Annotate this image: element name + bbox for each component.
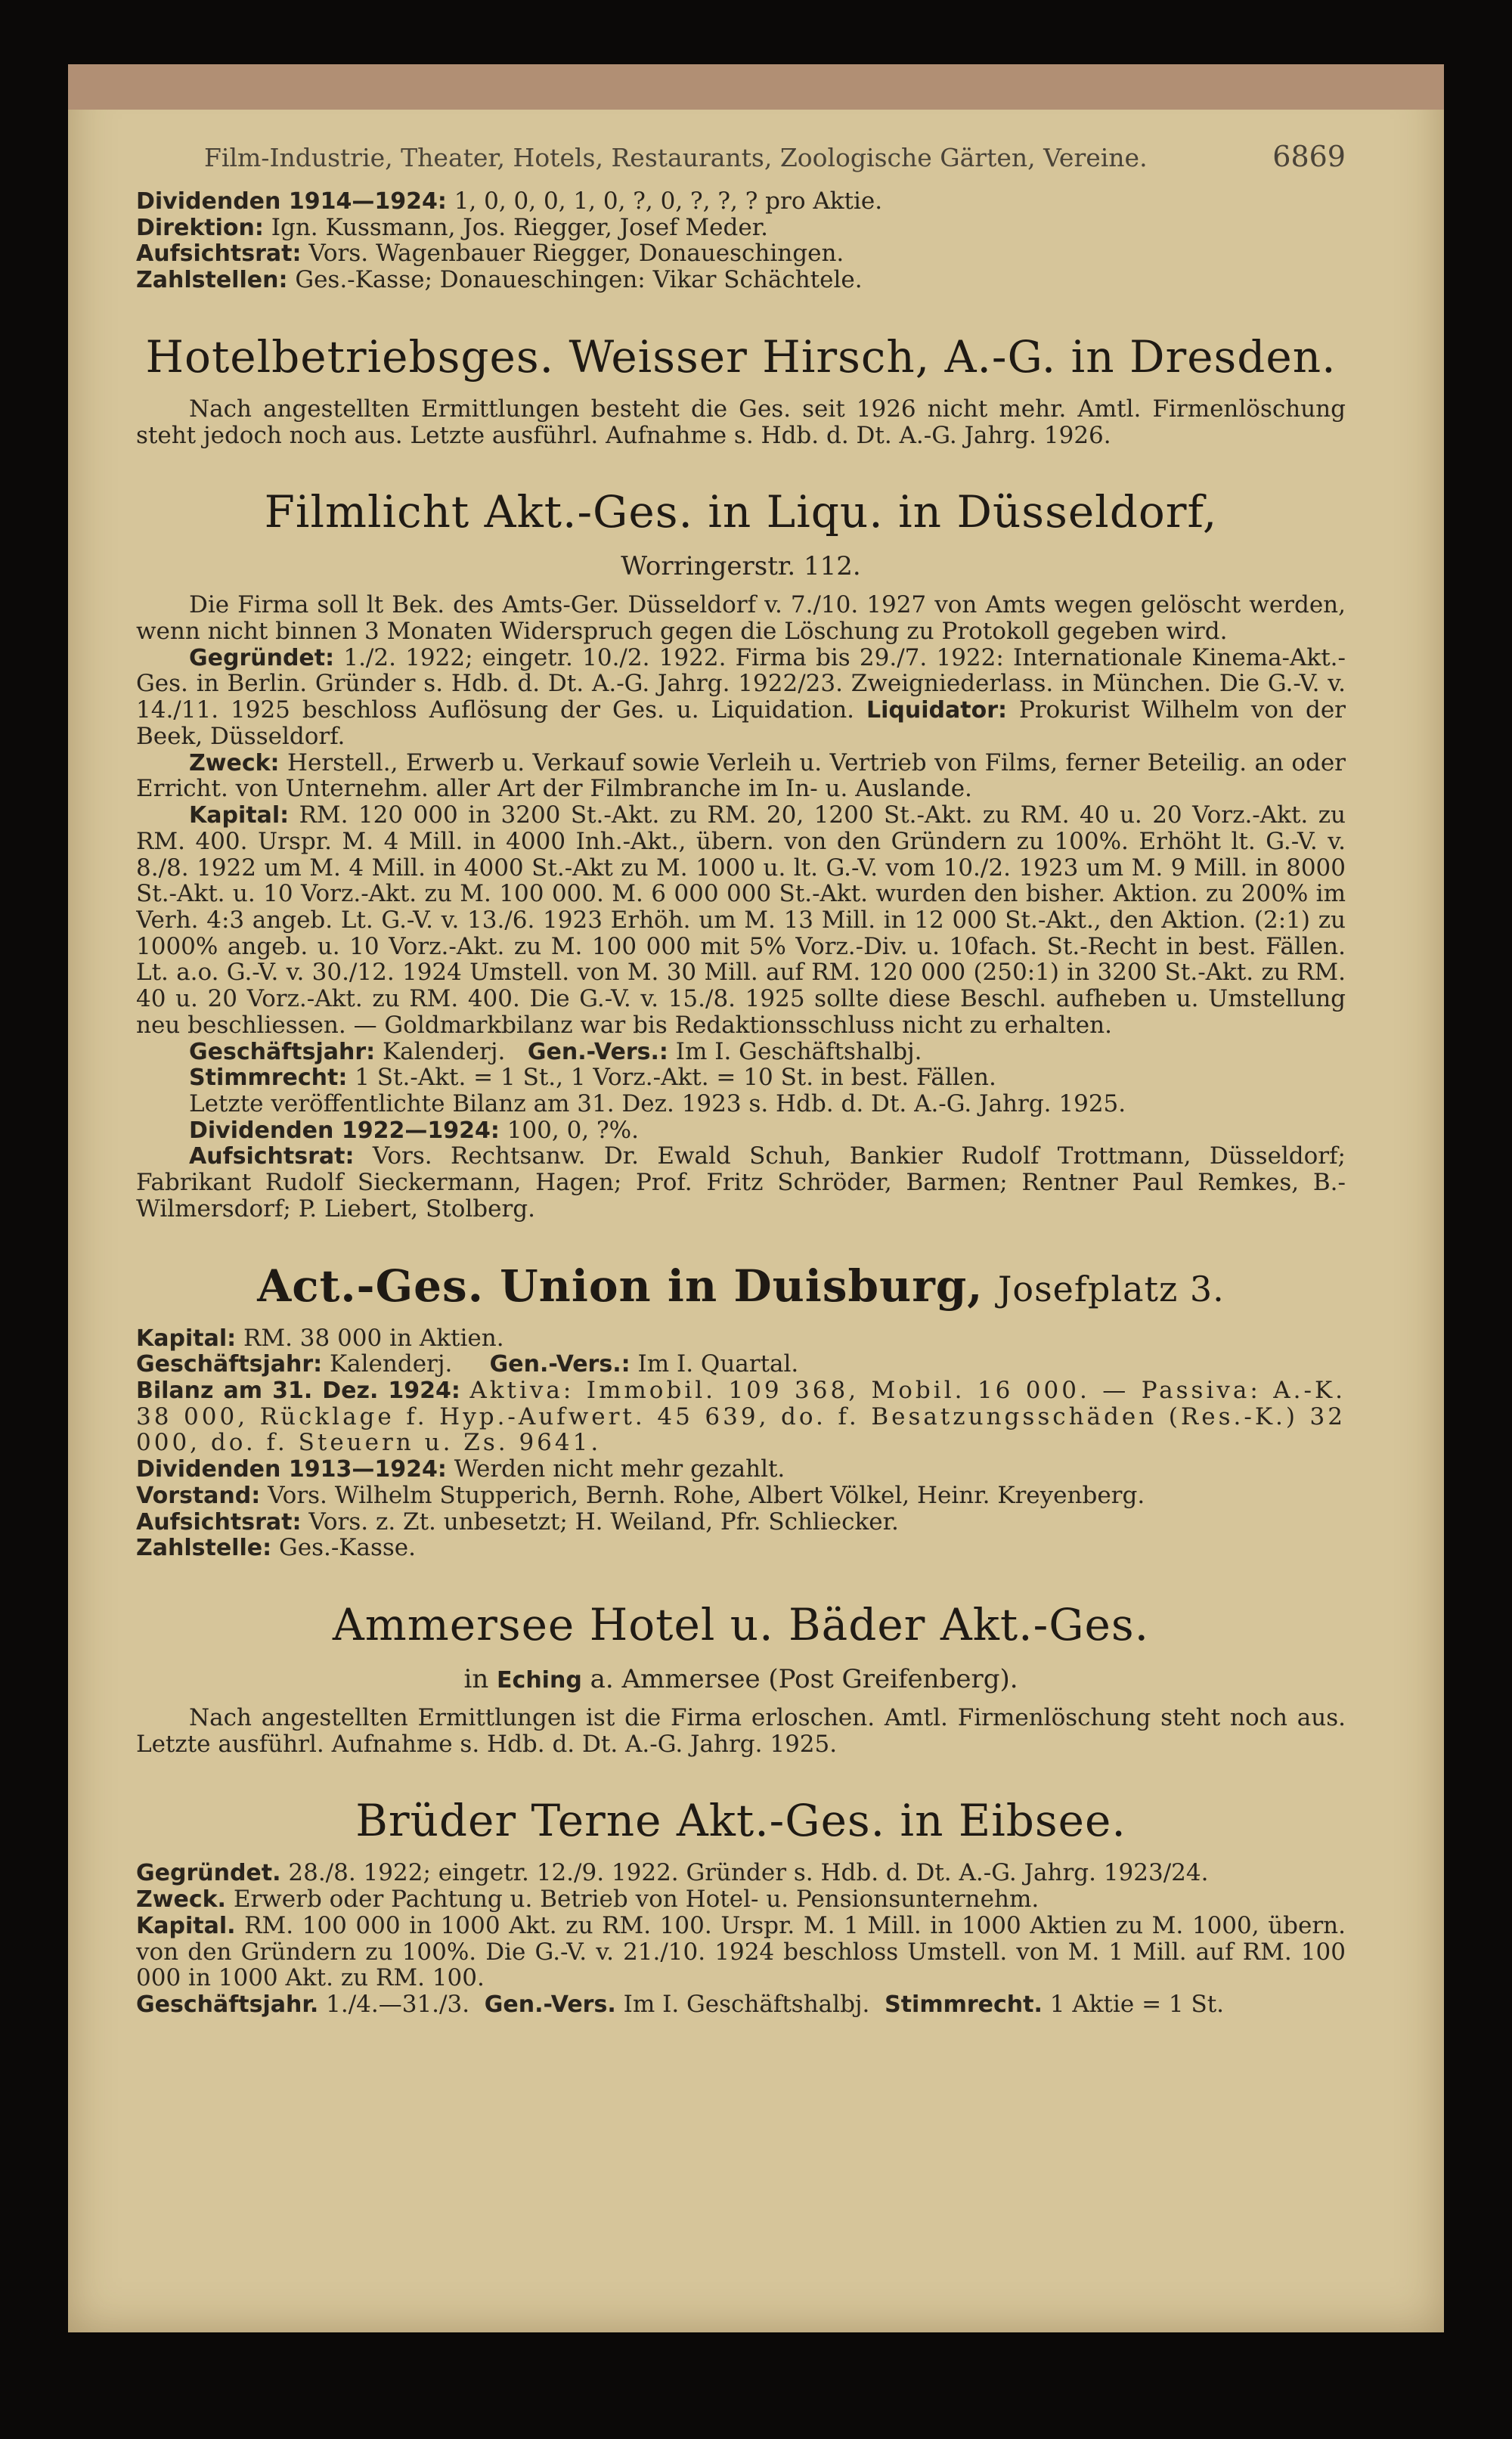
label-kapital: Kapital: bbox=[136, 1325, 237, 1352]
label-stimmrecht: Stimmrecht. bbox=[885, 1991, 1043, 2019]
label-gegruendet: Gegründet. bbox=[136, 1860, 281, 1887]
label-genvers: Gen.-Vers.: bbox=[527, 1038, 668, 1065]
value-gegruendet: 1./2. 1922; eingetr. 10./2. 1922. Firma bis 29./7. 1922: Internationale Kinema-Akt.-Ges. in Berlin. Gründer s. Hdb. d. Dt. A.-G. Jahrg. 1922/23. Zweigniederlass. in München. Die G.-V. v. 14./11. 1925 beschloss Auflösung der Ges. u. Liquidation. bbox=[136, 643, 1346, 724]
value-zweck: Erwerb oder Pachtung u. Betrieb von Hotel- u. Pensionsunternehm. bbox=[233, 1886, 1040, 1914]
value-stimmrecht: 1 Aktie = 1 St. bbox=[1049, 1991, 1225, 2019]
label-stimmrecht: Stimmrecht: bbox=[189, 1065, 348, 1092]
label-aufsichtsrat: Aufsichtsrat: bbox=[136, 240, 302, 268]
label-liquidator: Liquidator: bbox=[866, 697, 1007, 724]
value-zweck: Herstell., Erwerb u. Verkauf sowie Verleih u. Vertrieb von Films, ferner Beteilig. an oder Erricht. von Unternehm. aller Art der Filmbranche im In- u. Auslande. bbox=[136, 748, 1346, 803]
running-head bbox=[136, 140, 1346, 173]
label-vorstand: Vorstand: bbox=[136, 1482, 261, 1509]
location-suffix: a. Ammersee (Post Greifenberg). bbox=[590, 1664, 1018, 1695]
value-bilanz: Aktiva: Immobil. 109 368, Mobil. 16 000. — Passiva: A.-K. 38 000, Rücklage f. Hyp.-Aufwert. 45 639, do. f. Besatzungsschäden (Res.-K.) 32 000, do. f. Steuern u. Zs. 9641. bbox=[136, 1377, 1346, 1457]
label-genvers: Gen.-Vers.: bbox=[489, 1351, 631, 1378]
label-aufsichtsrat: Aufsichtsrat: bbox=[136, 1508, 302, 1536]
value-kapital: RM. 38 000 in Aktien. bbox=[243, 1324, 504, 1352]
value-gegruendet: 28./8. 1922; eingetr. 12./9. 1922. Gründer s. Hdb. d. Dt. A.-G. Jahrg. 1923/24. bbox=[288, 1859, 1209, 1887]
label-zweck: Zweck: bbox=[189, 749, 280, 776]
value-dividenden: 1, 0, 0, 0, 1, 0, ?, 0, ?, ?, ? pro Aktie. bbox=[454, 187, 883, 215]
value-aufsichtsrat: Vors. Wagenbauer Riegger, Donaueschingen. bbox=[308, 240, 844, 268]
value-kapital: RM. 100 000 in 1000 Akt. zu RM. 100. Urspr. M. 1 Mill. in 1000 Aktien zu M. 1000, übern. von den Gründern zu 100%. Die G.-V. v. 21./10. 1924 beschloss Umstell. von M. 1 Mill. auf RM. 100 000 in 1000 Akt. zu RM. 100. bbox=[136, 1911, 1346, 1992]
location-prefix: in bbox=[463, 1664, 489, 1695]
entry-body-ammersee: Nach angestellten Ermittlungen ist die Firma erloschen. Amtl. Firmenlöschung steht noch aus. Letzte ausführl. Aufnahme s. Hdb. d. Dt. A.-G. Jahrg. 1925. bbox=[136, 1704, 1346, 1758]
page-top-band bbox=[68, 64, 1444, 110]
value-letzte-bilanz: Letzte veröffentlichte Bilanz am 31. Dez. 1923 s. Hdb. d. Dt. A.-G. Jahrg. 1925. bbox=[189, 1089, 1126, 1117]
value-zahlstellen: Ges.-Kasse; Donaueschingen: Vikar Schächtele. bbox=[295, 266, 863, 294]
entry-body-weisser-hirsch: Nach angestellten Ermittlungen besteht die Ges. seit 1926 nicht mehr. Amtl. Firmenlöschung steht jedoch noch aus. Letzte ausführl. Aufnahme s. Hdb. d. Dt. A.-G. Jahrg. 1926. bbox=[136, 395, 1346, 449]
label-dividenden: Dividenden 1913—1924: bbox=[136, 1456, 447, 1483]
value-direktion: Ign. Kussmann, Jos. Riegger, Josef Meder. bbox=[271, 213, 768, 241]
value-genvers: Im I. Quartal. bbox=[637, 1350, 799, 1378]
entry-title-weisser-hirsch: Hotelbetriebsges. Weisser Hirsch, A.-G. in Dresden. bbox=[145, 330, 1337, 383]
label-bilanz: Bilanz am 31. Dez. 1924: bbox=[136, 1378, 460, 1404]
entry-title-filmlicht: Filmlicht Akt.-Ges. in Liqu. in Düsseldorf, bbox=[264, 486, 1218, 538]
entry-address-filmlicht: Worringerstr. 112. bbox=[621, 551, 861, 582]
entry-title-ammersee: Ammersee Hotel u. Bäder Akt.-Ges. bbox=[332, 1599, 1150, 1651]
running-title: Film-Industrie, Theater, Hotels, Restaurants, Zoologische Gärten, Vereine. bbox=[204, 143, 1148, 172]
page-content bbox=[136, 140, 1346, 2287]
page-number: 6869 bbox=[1272, 140, 1346, 173]
label-genvers: Gen.-Vers. bbox=[484, 1991, 616, 2019]
value-geschaeftsjahr: Kalenderj. bbox=[330, 1350, 453, 1378]
label-zahlstelle: Zahlstelle: bbox=[136, 1535, 272, 1562]
label-kapital: Kapital. bbox=[136, 1912, 236, 1939]
value-stimmrecht: 1 St.-Akt. = 1 St., 1 Vorz.-Akt. = 10 St. in best. Fällen. bbox=[355, 1064, 996, 1092]
label-gegruendet: Gegründet: bbox=[189, 644, 335, 671]
value-geschaeftsjahr: 1./4.—31./3. bbox=[326, 1991, 470, 2019]
entry-intro-filmlicht: Die Firma soll lt Bek. des Amts-Ger. Düsseldorf v. 7./10. 1927 von Amts wegen gelöscht werden, wenn nicht binnen 3 Monaten Widerspruch gegen die Löschung zu Protokoll gegeben wird. bbox=[136, 591, 1346, 646]
label-zahlstellen: Zahlstellen: bbox=[136, 267, 288, 294]
value-vorstand: Vors. Wilhelm Stupperich, Bernh. Rohe, Albert Völkel, Heinr. Kreyenberg. bbox=[268, 1481, 1145, 1509]
label-kapital: Kapital: bbox=[189, 802, 290, 829]
label-geschaeftsjahr: Geschäftsjahr: bbox=[136, 1351, 323, 1378]
value-liquidator: Prokurist Wilhelm von der Beek, Düsseldorf. bbox=[136, 696, 1346, 750]
label-direktion: Direktion: bbox=[136, 214, 264, 241]
label-geschaeftsjahr: Geschäftsjahr: bbox=[189, 1038, 376, 1065]
entry-title-union-address: Josefplatz 3. bbox=[997, 1268, 1225, 1309]
value-dividenden: 100, 0, ?%. bbox=[507, 1116, 639, 1144]
scanned-page bbox=[68, 64, 1444, 2332]
entry-location-ammersee bbox=[136, 1664, 1346, 1694]
entry-title-terne: Brüder Terne Akt.-Ges. in Eibsee. bbox=[355, 1795, 1126, 1847]
value-geschaeftsjahr: Kalenderj. bbox=[383, 1037, 506, 1065]
entry-title-union-name: Act.-Ges. Union in Duisburg, bbox=[257, 1260, 984, 1312]
location-place: Eching bbox=[497, 1667, 582, 1694]
entry-title-union-duisburg bbox=[136, 1260, 1346, 1312]
label-zweck: Zweck. bbox=[136, 1886, 226, 1914]
value-kapital: RM. 120 000 in 3200 St.-Akt. zu RM. 20, 1200 St.-Akt. zu RM. 40 u. 20 Vorz.-Akt. zu RM. 400. Urspr. M. 4 Mill. in 4000 Inh.-Akt., übern. von den Gründern zu 100%. Erhöht lt. G.-V. v. 8./8. 1922 um M. 4 Mill. in 4000 St.-Akt zu M. 1000 u. lt. G.-V. vom 10./2. 1923 um M. 9 Mill. in 8000 St.-Akt. u. 10 Vorz.-Akt. zu M. 100 000. M. 6 000 000 St.-Akt. wurden den bisher. Aktion. zu 200% im Verh. 4:3 angeb. Lt. G.-V. v. 13./6. 1923 Erhöh. um M. 13 Mill. in 12 000 St.-Akt., den Aktion. (2:1) zu 1000% angeb. u. 10 Vorz.-Akt. zu M. 100 000 mit 5% Vorz.-Div. u. 10fach. St.-Recht in best. Fällen. Lt. a.o. G.-V. v. 30./12. 1924 Umstell. von M. 30 Mill. auf RM. 120 000 (250:1) in 3200 St.-Akt. zu RM. 40 u. 20 Vorz.-Akt. zu RM. 400. Die G.-V. v. 15./8. 1925 sollte diese Beschl. aufheben u. Umstellung neu beschliessen. — Goldmarkbilanz war bis Redaktionsschluss nicht zu erhalten. bbox=[136, 801, 1346, 1039]
value-dividenden: Werden nicht mehr gezahlt. bbox=[454, 1455, 785, 1483]
value-genvers: Im I. Geschäftshalbj. bbox=[623, 1991, 870, 2019]
entry-continuation bbox=[136, 188, 1346, 293]
label-dividenden: Dividenden 1922—1924: bbox=[189, 1117, 500, 1144]
value-aufsichtsrat: Vors. z. Zt. unbesetzt; H. Weiland, Pfr. Schliecker. bbox=[308, 1508, 899, 1536]
value-aufsichtsrat: Vors. Rechtsanw. Dr. Ewald Schuh, Bankier Rudolf Trottmann, Düsseldorf; Fabrikant Rudolf Sieckermann, Hagen; Prof. Fritz Schröder, Barmen; Rentner Paul Remkes, B.-Wilmersdorf; P. Liebert, Stolberg. bbox=[136, 1142, 1346, 1223]
label-aufsichtsrat: Aufsichtsrat: bbox=[189, 1143, 355, 1170]
label-geschaeftsjahr: Geschäftsjahr. bbox=[136, 1991, 319, 2019]
value-genvers: Im I. Geschäftshalbj. bbox=[675, 1037, 922, 1065]
label-dividenden: Dividenden 1914—1924: bbox=[136, 188, 447, 215]
value-zahlstelle: Ges.-Kasse. bbox=[278, 1534, 416, 1562]
